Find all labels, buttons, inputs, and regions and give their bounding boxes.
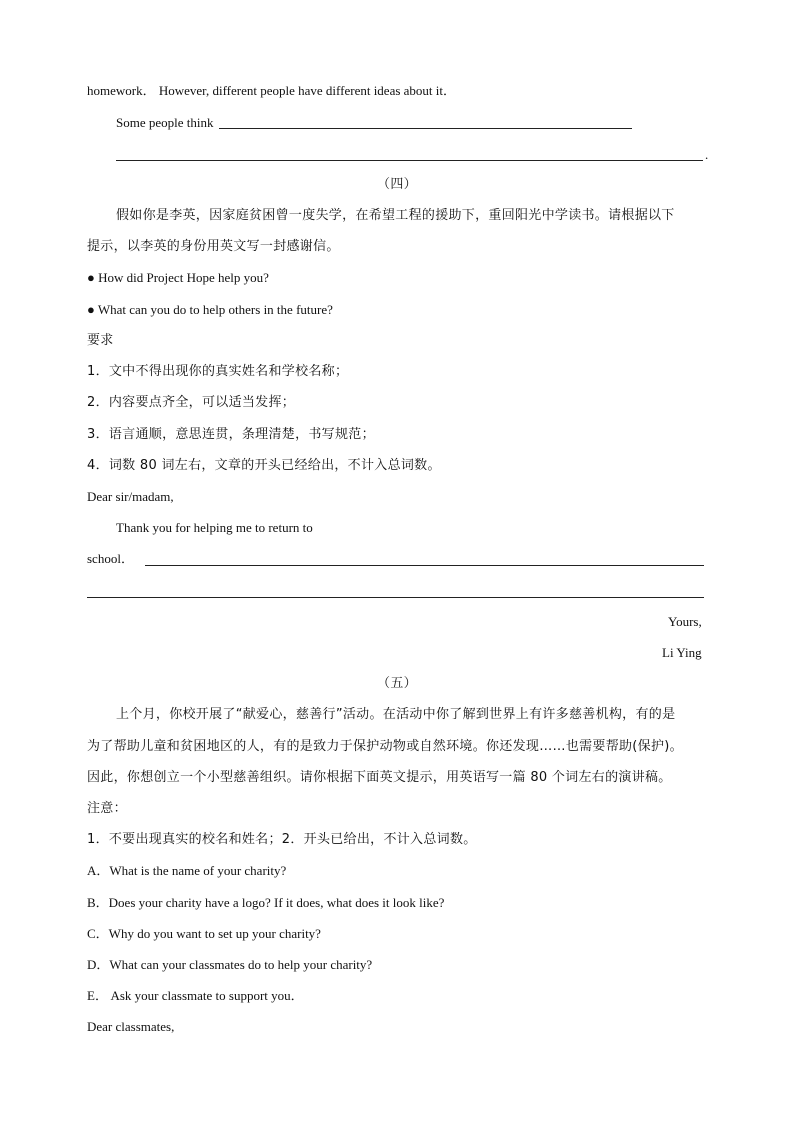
- note-title: 注意：: [87, 801, 127, 816]
- answer-blank-line[interactable]: [219, 128, 632, 129]
- blank-end-period: .: [705, 147, 709, 162]
- bullet-item: ● How did Project Hope help you?: [87, 270, 269, 285]
- prompt-item: D．What can your classmates do to help your charity?: [87, 957, 373, 972]
- homework-line: homework． However, different people have different ideas about it．: [87, 83, 457, 98]
- prompt-item: B．Does your charity have a logo? If it does, what does it look like?: [87, 895, 445, 910]
- answer-blank-line[interactable]: [116, 160, 703, 161]
- answer-blank-line[interactable]: [145, 565, 704, 566]
- section5-intro-line1: 上个月，你校开展了“献爱心，慈善行”活动。在活动中你了解到世界上有许多慈善机构，有的是: [116, 707, 676, 722]
- speech-greeting: Dear classmates,: [87, 1019, 175, 1034]
- bullet-item: ● What can you do to help others in the future?: [87, 302, 333, 317]
- requirement-item: 1．文中不得出现你的真实姓名和学校名称；: [87, 364, 349, 379]
- letter-signature: Li Ying: [662, 645, 702, 660]
- answer-blank-line[interactable]: [87, 597, 704, 598]
- note-text: 1．不要出现真实的校名和姓名；2．开头已给出，不计入总词数。: [87, 832, 477, 847]
- requirements-title: 要求: [87, 333, 114, 348]
- section5-intro-line3: 因此，你想创立一个小型慈善组织。请你根据下面英文提示，用英语写一篇 80 个词左右的演讲稿。: [87, 770, 672, 785]
- prompt-item: A．What is the name of your charity?: [87, 863, 287, 878]
- requirement-item: 2．内容要点齐全，可以适当发挥；: [87, 395, 296, 410]
- requirement-item: 4．词数 80 词左右，文章的开头已经给出，不计入总词数。: [87, 458, 441, 473]
- prompt-item: C．Why do you want to set up your charity?: [87, 926, 321, 941]
- school-word: school．: [87, 551, 134, 566]
- section-heading-4: （四）: [377, 177, 417, 192]
- some-people-think-text: Some people think: [116, 115, 214, 130]
- letter-greeting: Dear sir/madam,: [87, 489, 174, 504]
- section4-intro-line2: 提示，以李英的身份用英文写一封感谢信。: [87, 239, 340, 254]
- section-heading-5: （五）: [377, 676, 417, 691]
- prompt-item: E． Ask your classmate to support you．: [87, 988, 304, 1003]
- section5-intro-line2: 为了帮助儿童和贫困地区的人，有的是致力于保护动物或自然环境。你还发现……也需要帮助(保护)。: [87, 739, 683, 754]
- section4-intro-line1: 假如你是李英，因家庭贫困曾一度失学，在希望工程的援助下，重回阳光中学读书。请根据以下: [116, 208, 675, 223]
- requirement-item: 3．语言通顺，意思连贯，条理清楚，书写规范；: [87, 427, 375, 442]
- letter-opening: Thank you for helping me to return to: [116, 520, 313, 535]
- letter-closing: Yours,: [668, 614, 702, 629]
